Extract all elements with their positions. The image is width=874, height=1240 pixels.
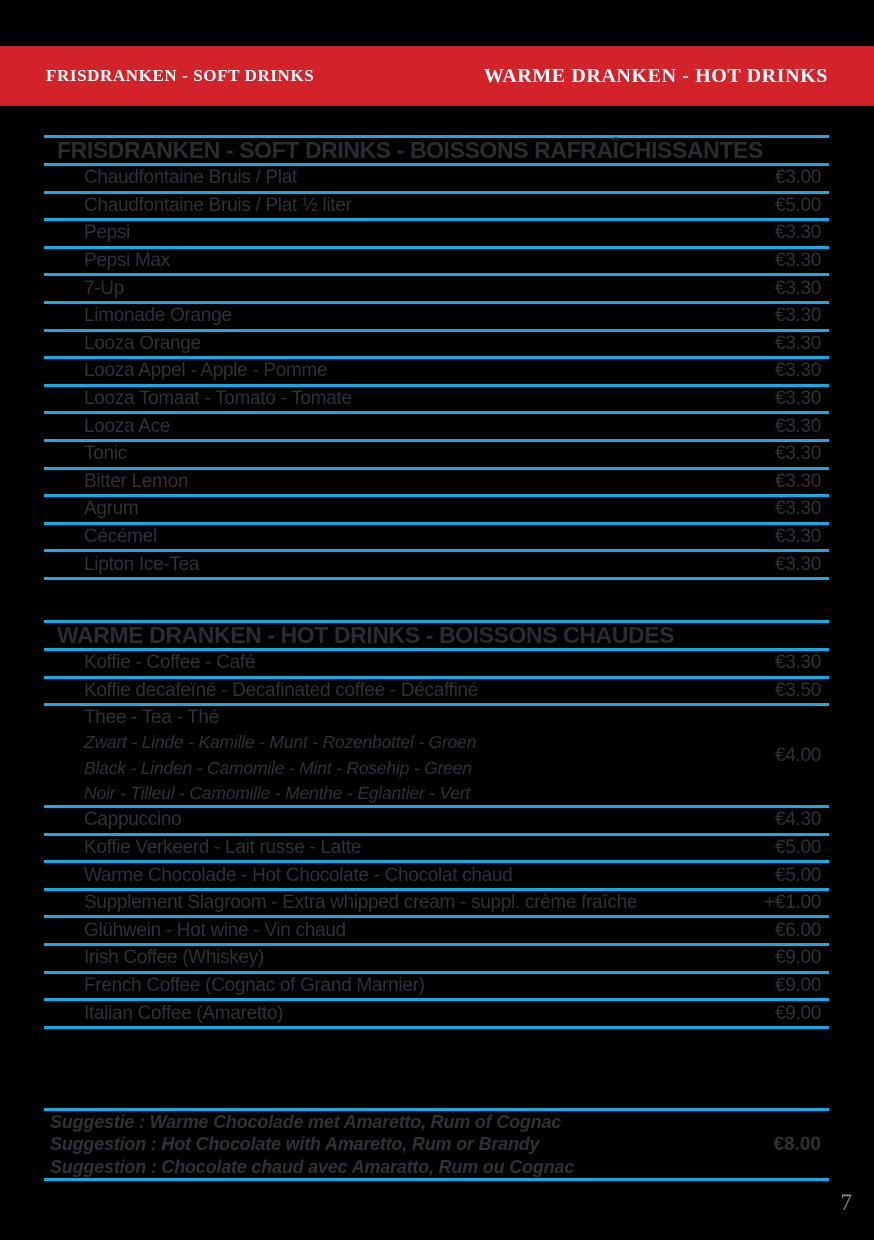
menu-item-subline: Black - Linden - Camomile - Mint - Rosehip - Green xyxy=(84,757,472,778)
menu-item-name: Chaudfontaine Bruis / Plat ½ liter xyxy=(84,194,352,216)
menu-item-name: Looza Appel - Apple - Pomme xyxy=(84,360,328,382)
menu-item-price: €3.30 xyxy=(774,277,821,299)
menu-item-row xyxy=(44,470,829,498)
suggestion-price: €8.00 xyxy=(773,1133,821,1155)
menu-item-row xyxy=(44,836,829,864)
menu-item-name: Irish Coffee (Whiskey) xyxy=(84,947,264,969)
menu-section xyxy=(44,620,829,1029)
menu-item-row xyxy=(44,276,829,304)
section-title: WARME DRANKEN - HOT DRINKS - BOISSONS CHAUDES xyxy=(57,621,675,648)
menu-item-row xyxy=(44,808,829,836)
menu-item-row xyxy=(44,552,829,580)
menu-item-name: Pepsi xyxy=(84,222,131,244)
menu-item-name: Limonade Orange xyxy=(84,305,232,327)
menu-item-row xyxy=(44,974,829,1002)
menu-item-price: €5.00 xyxy=(774,864,821,886)
menu-item-price: €3.30 xyxy=(774,250,821,272)
menu-item-row xyxy=(44,863,829,891)
header-left-title: FRISDRANKEN - SOFT DRINKS xyxy=(46,66,315,85)
menu-item-price: €9.00 xyxy=(774,947,821,969)
suggestion-lines xyxy=(50,1111,574,1179)
menu-item-price: €3.30 xyxy=(774,498,821,520)
menu-item-name: Koffie Verkeerd - Lait russe - Latte xyxy=(84,836,362,858)
menu-item-row xyxy=(44,706,829,808)
page-header-bar xyxy=(0,46,874,106)
menu-item-price: €5.00 xyxy=(774,836,821,858)
menu-item-row xyxy=(44,946,829,974)
menu-item-name: Thee - Tea - Thé xyxy=(84,706,219,728)
suggestion-line: Suggestion : Hot Chocolate with Amaretto, Rum or Brandy xyxy=(50,1134,540,1155)
menu-item-price: €3.30 xyxy=(774,553,821,575)
menu-item-row xyxy=(44,525,829,553)
menu-item-name: Pepsi Max xyxy=(84,250,171,272)
menu-item-price: €3.30 xyxy=(774,360,821,382)
menu-item-name: Chaudfontaine Bruis / Plat xyxy=(84,167,297,189)
menu-item-price: +€1.00 xyxy=(764,892,821,914)
menu-item-row xyxy=(44,918,829,946)
menu-item-name: Supplement Slagroom - Extra whipped cream - suppl. crème fraîche xyxy=(84,892,638,914)
menu-item-price: €3.30 xyxy=(774,305,821,327)
menu-item-row xyxy=(44,166,829,194)
menu-item-name: Looza Orange xyxy=(84,332,201,354)
menu-item-name: Looza Tomaat - Tomato - Tomate xyxy=(84,388,352,410)
suggestion-line: Suggestion : Chocolate chaud avec Amaratto, Rum ou Cognac xyxy=(50,1156,575,1177)
menu-item-price: €3.30 xyxy=(774,332,821,354)
menu-item-name: Glühwein - Hot wine - Vin chaud xyxy=(84,919,346,941)
menu-item-row xyxy=(44,891,829,919)
menu-item-row xyxy=(44,249,829,277)
suggestion-line: Suggestie : Warme Chocolade met Amaretto, Rum of Cognac xyxy=(50,1111,562,1132)
menu-item-name: Lipton Ice-Tea xyxy=(84,553,200,575)
menu-item-row xyxy=(44,442,829,470)
menu-item-price: €3.30 xyxy=(774,652,821,674)
menu-item-price: €3.30 xyxy=(774,443,821,465)
menu-item-subline: Zwart - Linde - Kamille - Munt - Rozenbottel - Groen xyxy=(84,732,477,753)
menu-item-price: €9.00 xyxy=(774,974,821,996)
menu-item-row xyxy=(44,414,829,442)
menu-item-name: Cécémel xyxy=(84,526,157,548)
menu-item-price: €9.00 xyxy=(774,1002,821,1024)
menu-item-row xyxy=(44,332,829,360)
menu-item-name: French Coffee (Cognac of Grand Marnier) xyxy=(84,974,425,996)
menu-item-name: 7-Up xyxy=(84,277,124,299)
menu-item-row xyxy=(44,1001,829,1029)
page-number: 7 xyxy=(840,1190,852,1215)
menu-item-name: Bitter Lemon xyxy=(84,470,189,492)
menu-item-row xyxy=(44,304,829,332)
menu-sections xyxy=(44,135,829,1029)
menu-item-price: €4.30 xyxy=(774,809,821,831)
section-title-row xyxy=(44,135,829,166)
menu-item-row xyxy=(44,497,829,525)
menu-item-price: €3.30 xyxy=(774,388,821,410)
menu-item-price: €3.30 xyxy=(774,222,821,244)
menu-item-row xyxy=(44,387,829,415)
suggestion-block xyxy=(44,1108,829,1181)
menu-item-subline: Noir - Tilleul - Camomille - Menthe - Eglantier - Vert xyxy=(84,783,471,804)
menu-item-name: Italian Coffee (Amaretto) xyxy=(84,1002,284,1024)
menu-item-row xyxy=(44,359,829,387)
menu-item-price: €5.00 xyxy=(774,194,821,216)
section-title: FRISDRANKEN - SOFT DRINKS - BOISSONS RAFRAÎCHISSANTES xyxy=(57,137,763,163)
menu-item-name: Agrum xyxy=(84,498,139,520)
menu-section xyxy=(44,135,829,580)
menu-item-name: Warme Chocolade - Hot Chocolate - Chocolat chaud xyxy=(84,864,513,886)
header-right-title: WARME DRANKEN - HOT DRINKS xyxy=(483,64,828,87)
menu-item-price: €3.50 xyxy=(774,679,821,701)
menu-item-name: Koffie - Coffee - Café xyxy=(84,652,256,674)
menu-item-price: €3.30 xyxy=(774,526,821,548)
menu-item-name: Tonic xyxy=(84,443,127,465)
menu-item-price: €3.00 xyxy=(774,167,821,189)
menu-item-price: €3.30 xyxy=(774,415,821,437)
menu-item-price: €3.30 xyxy=(774,470,821,492)
menu-item-price: €6.00 xyxy=(774,919,821,941)
menu-item-row xyxy=(44,221,829,249)
menu-item-row xyxy=(44,679,829,707)
menu-item-name: Koffie decafeïné - Decafinated coffee - Décaffiné xyxy=(84,679,479,701)
menu-item-name-block xyxy=(84,705,476,807)
menu-item-price: €4.00 xyxy=(774,744,821,766)
section-title-row xyxy=(44,620,829,651)
menu-item-row xyxy=(44,194,829,222)
menu-item-name: Looza Ace xyxy=(84,415,171,437)
menu-item-row xyxy=(44,651,829,679)
menu-item-name: Cappuccino xyxy=(84,809,182,831)
